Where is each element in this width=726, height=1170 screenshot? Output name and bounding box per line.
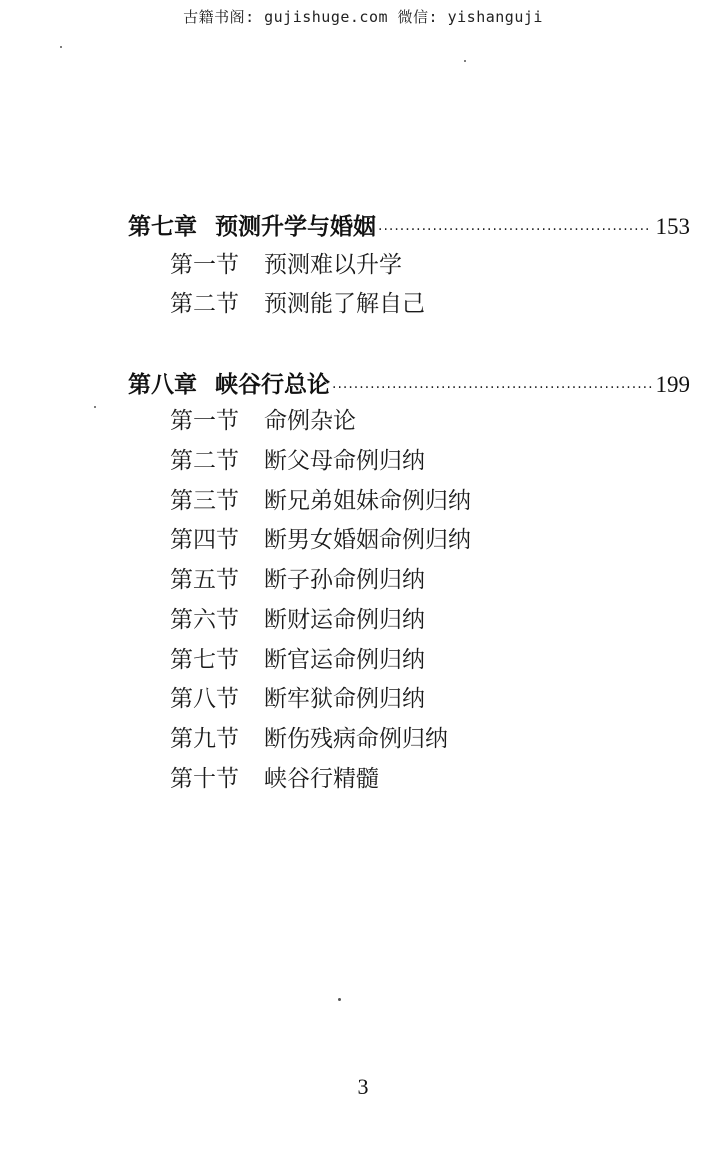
- section-entry: [170, 244, 402, 280]
- section-title: 峡谷行精髓: [264, 765, 379, 792]
- chapter-title: 峡谷行总论: [215, 372, 330, 398]
- section-number: 第六节: [170, 606, 239, 633]
- scan-speck: [60, 46, 62, 48]
- section-number: 第一节: [170, 407, 239, 434]
- chapter-page-number: 153: [655, 214, 690, 239]
- dot-leader: [332, 380, 652, 396]
- section-entry: [170, 599, 425, 635]
- chapter-number: 第八章: [128, 372, 197, 398]
- section-entry: [170, 639, 425, 675]
- section-title: 断兄弟姐妹命例归纳: [264, 487, 471, 514]
- section-number: 第四节: [170, 526, 239, 553]
- scan-speck: [338, 998, 341, 1001]
- chapter-title: 预测升学与婚姻: [215, 214, 376, 240]
- section-entry: [170, 400, 356, 436]
- section-number: 第二节: [170, 290, 239, 317]
- section-title: 断子孙命例归纳: [264, 566, 425, 593]
- section-number: 第八节: [170, 685, 239, 712]
- section-number: 第七节: [170, 646, 239, 673]
- section-entry: [170, 283, 425, 319]
- scan-speck: [464, 60, 466, 62]
- section-number: 第三节: [170, 487, 239, 514]
- page-number: 3: [357, 1074, 369, 1099]
- section-title: 断牢狱命例归纳: [264, 685, 425, 712]
- section-number: 第九节: [170, 725, 239, 752]
- chapter-7-entry: [128, 208, 690, 241]
- section-title: 断男女婚姻命例归纳: [264, 526, 471, 553]
- section-entry: [170, 678, 425, 714]
- section-title: 断父母命例归纳: [264, 447, 425, 474]
- scan-speck: [94, 406, 96, 408]
- section-number: 第十节: [170, 765, 239, 792]
- section-number: 第一节: [170, 251, 239, 278]
- section-entry: [170, 559, 425, 595]
- section-title: 断财运命例归纳: [264, 606, 425, 633]
- section-entry: [170, 758, 379, 794]
- section-title: 命例杂论: [264, 407, 356, 434]
- section-entry: [170, 480, 471, 516]
- section-title: 断伤残病命例归纳: [264, 725, 448, 752]
- watermark-text: 古籍书阁: gujishuge.com 微信: yishanguji: [183, 8, 543, 26]
- section-entry: [170, 519, 471, 555]
- section-title: 预测能了解自己: [264, 290, 425, 317]
- chapter-page-number: 199: [655, 372, 690, 397]
- section-entry: [170, 718, 448, 754]
- section-number: 第五节: [170, 566, 239, 593]
- section-title: 断官运命例归纳: [264, 646, 425, 673]
- chapter-8-entry: [128, 366, 690, 399]
- section-title: 预测难以升学: [264, 251, 402, 278]
- dot-leader: [378, 222, 652, 238]
- chapter-number: 第七章: [128, 214, 197, 240]
- section-entry: [170, 440, 425, 476]
- section-number: 第二节: [170, 447, 239, 474]
